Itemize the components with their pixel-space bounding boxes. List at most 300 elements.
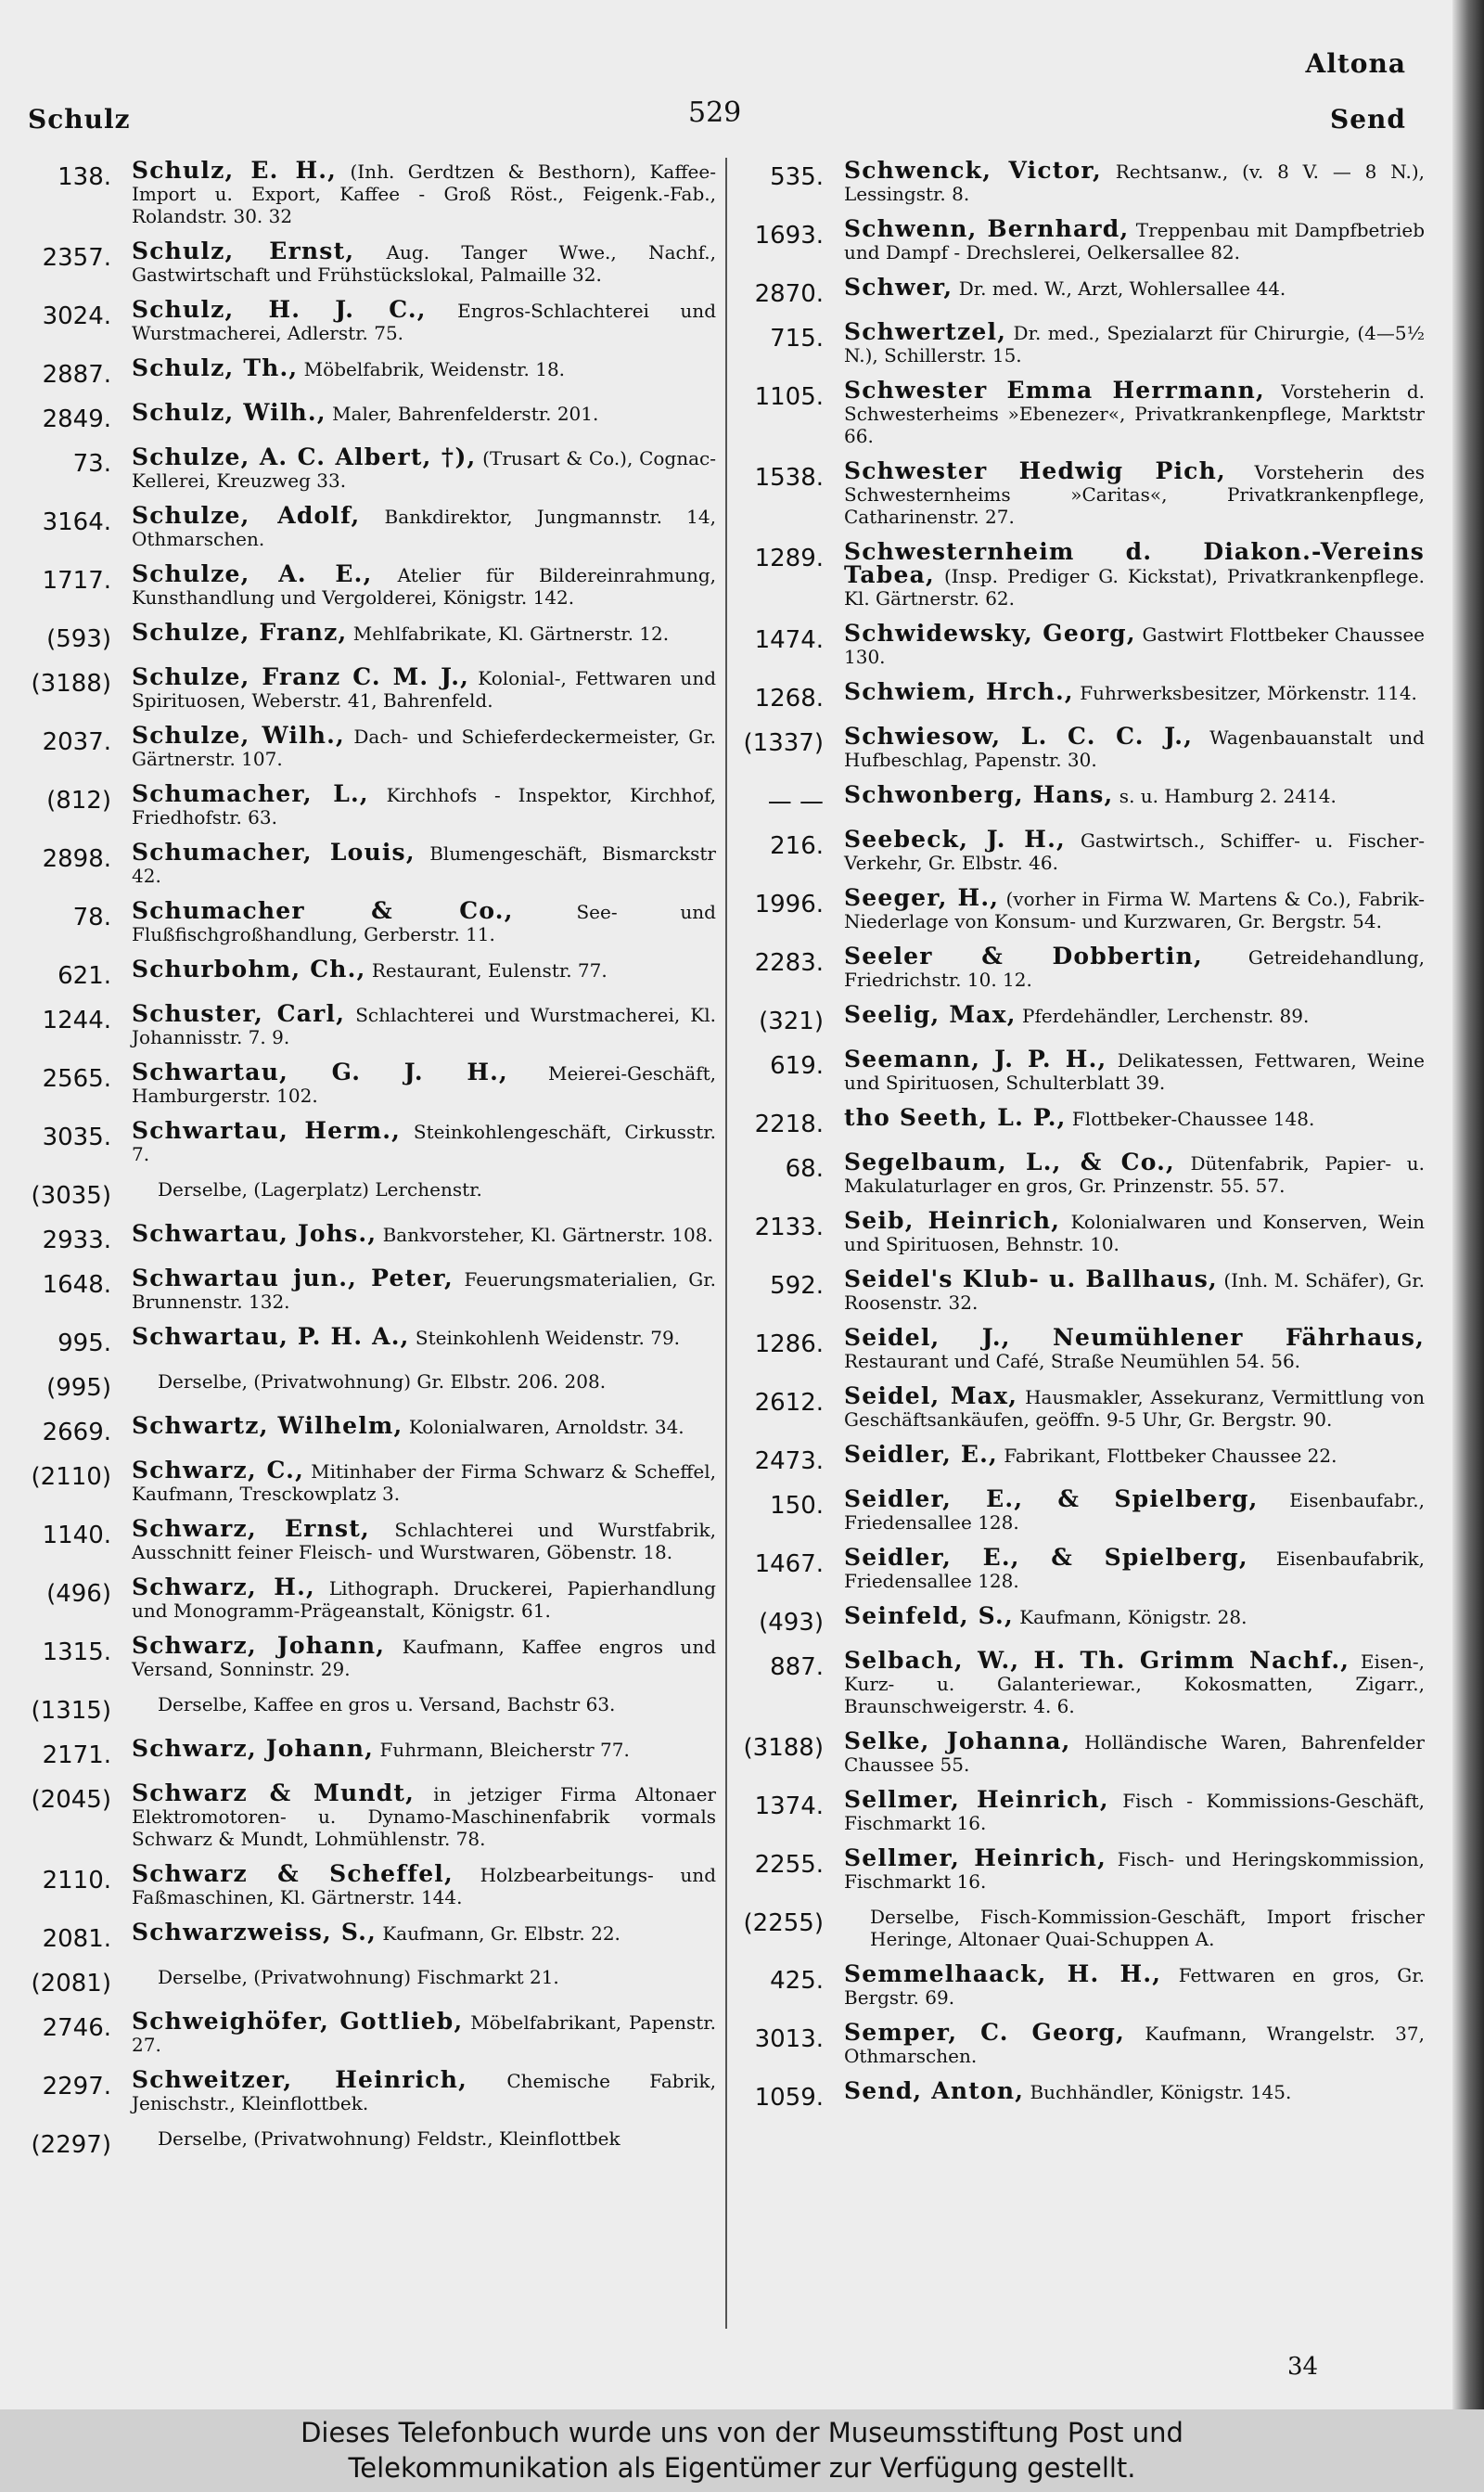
directory-entry xyxy=(19,157,716,227)
entry-text xyxy=(132,1693,716,1715)
entry-text xyxy=(844,1001,1425,1028)
phone-number: (493) xyxy=(759,1609,824,1637)
entry-text xyxy=(844,276,1425,300)
directory-entry xyxy=(19,619,716,653)
phone-number: 2746. xyxy=(42,2014,111,2042)
phone-number: (3188) xyxy=(31,670,111,698)
phone-number: 2898. xyxy=(42,845,111,873)
directory-entry xyxy=(733,781,1425,816)
entry-text xyxy=(132,157,716,227)
directory-entry xyxy=(19,1735,716,1769)
subscriber-name: Selke, Johanna, xyxy=(844,1728,1071,1754)
phone-number: 2887. xyxy=(42,361,111,389)
phone-number: (321) xyxy=(759,1008,824,1035)
subscriber-details: Fisch - Kommissions-Geschäft, Fischmarkt 16. xyxy=(844,1790,1425,1834)
subscriber-details: Pferdehändler, Lerchenstr. 89. xyxy=(1016,1005,1310,1027)
phone-number: 535. xyxy=(770,163,824,191)
entry-text xyxy=(132,1921,716,1945)
subscriber-name: Seidler, E., & Spielberg, xyxy=(844,1485,1259,1512)
entry-text xyxy=(844,379,1425,447)
subscriber-name: Schwartau jun., Peter, xyxy=(132,1265,454,1291)
directory-entry xyxy=(19,780,716,829)
subscriber-name: Seidel's Klub- u. Ballhaus, xyxy=(844,1265,1218,1292)
directory-entry xyxy=(733,1602,1425,1637)
subscriber-name: Schulz, E. H., xyxy=(132,157,338,184)
subscriber-name: Schulze, Wilh., xyxy=(132,722,345,749)
entry-text xyxy=(844,884,1425,932)
directory-entry xyxy=(19,240,716,286)
entry-text xyxy=(132,1267,716,1313)
subscriber-name: Schuster, Carl, xyxy=(132,1000,346,1027)
entry-text xyxy=(132,1735,716,1762)
subscriber-name: Schulz, Wilh., xyxy=(132,399,326,426)
subscriber-name: Schwarz, C., xyxy=(132,1457,304,1484)
subscriber-name: Schweighöfer, Gottlieb, xyxy=(132,2008,464,2035)
phone-number: 2171. xyxy=(42,1741,111,1769)
subscriber-name: Seidler, E., & Spielberg, xyxy=(844,1544,1248,1571)
subscriber-name: Seemann, J. P. H., xyxy=(844,1046,1107,1073)
subscriber-details: Derselbe, (Privatwohnung) Gr. Elbstr. 206. 208. xyxy=(158,1370,607,1393)
subscriber-name: Schwonberg, Hans, xyxy=(844,781,1114,808)
phone-number: 2081. xyxy=(42,1925,111,1953)
subscriber-details: Vorsteherin d. Schwesterheims »Ebenezer«, Privatkrankenpflege, Marktstr 66. xyxy=(844,380,1425,447)
phone-number: 2473. xyxy=(754,1447,824,1475)
subscriber-details: Fisch- und Heringskommission, Fischmarkt 16. xyxy=(844,1848,1425,1893)
subscriber-details: Buchhändler, Königstr. 145. xyxy=(1024,2081,1292,2103)
directory-entry xyxy=(733,884,1425,932)
subscriber-name: Schweitzer, Heinrich, xyxy=(132,2066,467,2093)
phone-number: 2612. xyxy=(754,1389,824,1417)
subscriber-details: Derselbe, Fisch-Kommission-Geschäft, Import frischer Heringe, Altonaer Quai-Schuppen A. xyxy=(870,1906,1425,1950)
subscriber-details: Lithograph. Druckerei, Papierhandlung und Monogramm-Prägeanstalt, Königstr. 61. xyxy=(132,1577,716,1622)
directory-entry xyxy=(19,1267,716,1313)
subscriber-details: Kaufmann, Wrangelstr. 37, Othmarschen. xyxy=(844,2023,1425,2067)
subscriber-details: Treppenbau mit Dampfbetrieb und Dampf - Drechslerei, Oelkersallee 82. xyxy=(844,219,1425,263)
entry-text xyxy=(132,780,716,829)
directory-entry xyxy=(733,1786,1425,1834)
phone-number: 2669. xyxy=(42,1419,111,1446)
entry-text xyxy=(844,1382,1425,1431)
directory-entry xyxy=(733,1048,1425,1094)
directory-entry xyxy=(19,1000,716,1048)
phone-number: (1337) xyxy=(743,729,824,757)
subscriber-name: Schulze, Adolf, xyxy=(132,502,361,529)
subscriber-name: Schwarz & Scheffel, xyxy=(132,1860,454,1887)
subscriber-details: Schlachterei und Wurstfabrik, Ausschnitt feiner Fleisch- und Wurstwaren, Göbenstr. 18. xyxy=(132,1519,716,1563)
directory-entry xyxy=(19,897,716,945)
directory-entry xyxy=(733,157,1425,205)
phone-number: 2218. xyxy=(754,1111,824,1138)
subscriber-details: Mitinhaber der Firma Schwarz & Scheffel, Kaufmann, Tresckowplatz 3. xyxy=(132,1460,716,1505)
subscriber-name: Schwarz, Johann, xyxy=(132,1632,386,1659)
subscriber-details: Kirchhofs - Inspektor, Kirchhof, Friedhofstr. 63. xyxy=(132,784,716,829)
subscriber-name: Schwarz, Johann, xyxy=(132,1735,375,1762)
entry-text xyxy=(844,1324,1425,1372)
phone-number: (2045) xyxy=(31,1786,111,1814)
subscriber-name: Schwenn, Bernhard, xyxy=(844,215,1130,242)
phone-number: 592. xyxy=(770,1272,824,1300)
directory-entry xyxy=(733,2077,1425,2112)
directory-entry xyxy=(19,443,716,492)
directory-entry xyxy=(733,1730,1425,1776)
subscriber-details: See- und Flußfischgroßhandlung, Gerberstr. 11. xyxy=(132,901,716,945)
subscriber-name: Schwiem, Hrch., xyxy=(844,678,1074,705)
directory-entry xyxy=(19,1515,716,1563)
directory-entry xyxy=(733,1647,1425,1717)
subscriber-details: Derselbe, (Privatwohnung) Feldstr., Kleinflottbek xyxy=(158,2127,620,2150)
entry-text xyxy=(844,457,1425,528)
subscriber-details: Gastwirt Flottbeker Chaussee 130. xyxy=(844,623,1425,668)
subscriber-name: Schulze, A. C. Albert, †), xyxy=(132,443,477,470)
phone-number: 1268. xyxy=(754,685,824,713)
directory-entry xyxy=(19,1370,716,1402)
directory-entry xyxy=(733,1844,1425,1893)
subscriber-name: Schwester Emma Herrmann, xyxy=(844,377,1265,404)
directory-entry xyxy=(733,1441,1425,1475)
subscriber-details: Derselbe, Kaffee en gros u. Versand, Bachstr 63. xyxy=(158,1693,616,1715)
entry-text xyxy=(844,318,1425,366)
phone-number: 2565. xyxy=(42,1065,111,1093)
entry-text xyxy=(844,723,1425,771)
entry-text xyxy=(844,1647,1425,1717)
subscriber-details: Blumengeschäft, Bismarckstr 42. xyxy=(132,842,716,887)
phone-number: (2081) xyxy=(31,1970,111,1997)
footer-line-2: Telekommunikation als Eigentümer zur Verfügung gestellt. xyxy=(348,2452,1136,2484)
subscriber-name: Selbach, W., H. Th. Grimm Nachf., xyxy=(844,1647,1350,1674)
subscriber-details: Eisen-, Kurz- u. Galanteriewar., Kokosmatten, Zigarr., Braunschweigerstr. 4. 6. xyxy=(844,1651,1425,1717)
entry-text xyxy=(844,2019,1425,2067)
phone-number: 1105. xyxy=(754,383,824,411)
phone-number: 2283. xyxy=(754,949,824,977)
entry-text xyxy=(132,1779,716,1850)
directory-entry xyxy=(19,1693,716,1725)
footer-line-1: Dieses Telefonbuch wurde uns von der Museumsstiftung Post und xyxy=(301,2417,1183,2448)
subscriber-details: Bankdirektor, Jungmannstr. 14, Othmarschen. xyxy=(132,506,716,550)
subscriber-details: Meierei-Geschäft, Hamburgerstr. 102. xyxy=(132,1062,716,1107)
phone-number: — — xyxy=(767,788,824,816)
directory-entry xyxy=(733,276,1425,308)
phone-number: 216. xyxy=(770,832,824,860)
phone-number: (1315) xyxy=(31,1697,111,1725)
directory-entry xyxy=(19,1323,716,1357)
phone-number: (2297) xyxy=(31,2131,111,2159)
entry-text xyxy=(132,1576,716,1622)
header-right-keyword: Send xyxy=(1330,104,1406,135)
subscriber-details: Schlachterei und Wurstmacherei, Kl. Johannisstr. 7. 9. xyxy=(132,1004,716,1048)
subscriber-details: Feuerungsmaterialien, Gr. Brunnenstr. 132. xyxy=(132,1268,716,1313)
subscriber-details: Dach- und Schieferdeckermeister, Gr. Gärtnerstr. 107. xyxy=(132,726,716,770)
page-code: 34 xyxy=(1287,2353,1319,2381)
directory-entry xyxy=(19,1061,716,1107)
directory-entry xyxy=(733,1960,1425,2009)
entry-text xyxy=(844,157,1425,205)
entry-text xyxy=(132,1323,716,1350)
entry-text xyxy=(844,1265,1425,1314)
phone-number: 1374. xyxy=(754,1792,824,1820)
directory-entry xyxy=(19,354,716,389)
subscriber-name: Schwarz & Mundt, xyxy=(132,1779,416,1806)
entry-text xyxy=(844,781,1425,808)
phone-number: 73. xyxy=(72,450,111,478)
subscriber-details: Flottbeker-Chaussee 148. xyxy=(1066,1108,1315,1130)
directory-entry xyxy=(19,560,717,609)
subscriber-details: Aug. Tanger Wwe., Nachf., Gastwirtschaft und Frühstückslokal, Palmaille 32. xyxy=(132,241,717,286)
phone-number: 2297. xyxy=(42,2073,111,2100)
subscriber-name: Seidel, J., Neumühlener Fährhaus, xyxy=(844,1324,1425,1351)
subscriber-details: Restaurant, Eulenstr. 77. xyxy=(365,959,608,982)
subscriber-name: Schwiesow, L. C. C. J., xyxy=(844,723,1194,750)
phone-number: 3164. xyxy=(42,508,111,536)
entry-text xyxy=(132,502,716,550)
entry-text xyxy=(844,826,1426,874)
entry-text xyxy=(844,1485,1425,1534)
subscriber-details: Fuhrwerksbesitzer, Mörkenstr. 114. xyxy=(1073,682,1417,704)
entry-text xyxy=(844,1048,1425,1094)
subscriber-details: s. u. Hamburg 2. 2414. xyxy=(1113,785,1337,807)
subscriber-name: Schwarz, H., xyxy=(132,1574,315,1600)
directory-entry xyxy=(733,318,1425,366)
phone-number: 1996. xyxy=(754,891,824,918)
subscriber-name: Schulze, Franz, xyxy=(132,619,348,646)
subscriber-details: Steinkohlenh Weidenstr. 79. xyxy=(409,1327,681,1349)
phone-number: 3035. xyxy=(42,1124,111,1151)
subscriber-details: Mehlfabrikate, Kl. Gärtnerstr. 12. xyxy=(347,623,670,645)
subscriber-details: Holländische Waren, Bahrenfelder Chaussee 55. xyxy=(844,1731,1425,1776)
subscriber-details: Hausmakler, Assekuranz, Vermittlung von Geschäftsankäufen, geöffn. 9-5 Uhr, Gr. Bergstr. 90. xyxy=(844,1386,1425,1431)
entry-text xyxy=(844,1544,1425,1592)
directory-entry xyxy=(733,1324,1425,1372)
directory-entry xyxy=(19,1921,716,1953)
subscriber-name: Sellmer, Heinrich, xyxy=(844,1844,1107,1871)
subscriber-details: Vorsteherin des Schwesternheims »Caritas«, Privatkrankenpflege, Catharinenstr. 27. xyxy=(844,461,1425,528)
directory-entry xyxy=(733,215,1425,263)
directory-entry xyxy=(733,1104,1425,1138)
phone-number: 78. xyxy=(72,904,111,931)
directory-entry xyxy=(733,1265,1425,1314)
entry-text xyxy=(132,1860,716,1908)
directory-entry xyxy=(19,1412,716,1446)
subscriber-details: Kaufmann, Gr. Elbstr. 22. xyxy=(377,1922,620,1945)
subscriber-details: Möbelfabrik, Weidenstr. 18. xyxy=(298,358,566,380)
directory-entry xyxy=(733,945,1425,991)
subscriber-name: Schwartau, P. H. A., xyxy=(132,1323,410,1350)
entry-text xyxy=(132,399,716,426)
directory-entry xyxy=(733,538,1425,610)
entry-text xyxy=(132,1515,716,1563)
subscriber-details: Delikatessen, Fettwaren, Weine und Spirituosen, Schulterblatt 39. xyxy=(844,1049,1425,1094)
phone-number: 2870. xyxy=(754,280,824,308)
subscriber-details: Kaufmann, Kaffee engros und Versand, Sonninstr. 29. xyxy=(132,1636,716,1680)
phone-number: 995. xyxy=(58,1329,111,1357)
phone-number: 2933. xyxy=(42,1227,111,1254)
subscriber-details: Engros-Schlachterei und Wurstmacherei, Adlerstr. 75. xyxy=(132,300,716,344)
subscriber-name: Schulze, Franz C. M. J., xyxy=(132,663,470,690)
entry-text xyxy=(132,841,716,887)
phone-number: 1648. xyxy=(42,1271,111,1299)
directory-entry xyxy=(733,457,1425,528)
subscriber-name: Send, Anton, xyxy=(844,2077,1025,2104)
subscriber-name: Schwenck, Victor, xyxy=(844,157,1102,184)
entry-text xyxy=(132,663,716,712)
subscriber-details: in jetziger Firma Altonaer Elektromotoren- u. Dynamo-Maschinenfabrik vormals Schwarz & Mundt, Lohmühlenstr. 78. xyxy=(132,1783,716,1850)
subscriber-name: Schwarzweiss, S., xyxy=(132,1919,377,1946)
entry-text xyxy=(844,2077,1425,2104)
phone-number: 1289. xyxy=(754,545,824,572)
subscriber-details: Möbelfabrikant, Papenstr. 27. xyxy=(132,2011,716,2056)
subscriber-details: Derselbe, (Privatwohnung) Fischmarkt 21. xyxy=(158,1966,559,1988)
directory-entry xyxy=(19,663,716,712)
subscriber-name: Schwartz, Wilhelm, xyxy=(132,1412,403,1439)
directory-entry xyxy=(19,1966,716,1997)
subscriber-name: Seeler & Dobbertin, xyxy=(844,943,1203,970)
subscriber-details: Bankvorsteher, Kl. Gärtnerstr. 108. xyxy=(377,1224,713,1246)
directory-entry xyxy=(733,826,1426,874)
subscriber-details: Gastwirtsch., Schiffer- u. Fischer-Verkehr, Gr. Elbstr. 46. xyxy=(844,829,1426,874)
subscriber-details: Dr. med. W., Arzt, Wohlersallee 44. xyxy=(953,277,1286,300)
phone-number: 68. xyxy=(785,1155,824,1183)
subscriber-details: Eisenbaufabrik, Friedensallee 128. xyxy=(844,1548,1425,1592)
phone-number: 2255. xyxy=(754,1851,824,1879)
subscriber-name: Schulz, Th., xyxy=(132,354,299,381)
directory-entry xyxy=(733,1207,1425,1255)
subscriber-details: Kolonialwaren, Arnoldstr. 34. xyxy=(403,1416,684,1438)
subscriber-name: Schwertzel, xyxy=(844,318,1007,345)
entry-text xyxy=(844,1602,1425,1629)
header-city: Altona xyxy=(1305,48,1406,79)
phone-number: (3035) xyxy=(31,1182,111,1210)
directory-entry xyxy=(19,722,716,770)
subscriber-details: Chemische Fabrik, Jenischstr., Kleinflottbek. xyxy=(132,2070,716,2114)
subscriber-name: Schulz, Ernst, xyxy=(132,238,355,264)
phone-number: 2037. xyxy=(42,728,111,756)
entry-text xyxy=(132,2127,716,2150)
directory-entry xyxy=(19,2010,716,2056)
subscriber-details: Restaurant und Café, Straße Neumühlen 54. 56. xyxy=(844,1350,1301,1372)
directory-entry xyxy=(733,1544,1425,1592)
phone-number: 1244. xyxy=(42,1007,111,1034)
subscriber-name: Schulze, A. E., xyxy=(132,560,373,587)
subscriber-name: Schwartau, Johs., xyxy=(132,1220,377,1247)
subscriber-name: Semper, C. Georg, xyxy=(844,2019,1126,2046)
subscriber-name: Segelbaum, L., & Co., xyxy=(844,1149,1175,1175)
page-number: 529 xyxy=(688,96,742,129)
entry-text xyxy=(132,1459,716,1505)
entry-text xyxy=(844,1207,1425,1255)
subscriber-details: (vorher in Firma W. Martens & Co.), Fabrik-Niederlage von Konsum- und Kurzwaren, Gr. Bergstr. 54. xyxy=(844,888,1425,932)
subscriber-name: Schumacher, Louis, xyxy=(132,839,416,866)
phone-number: 1315. xyxy=(42,1638,111,1666)
phone-number: (3188) xyxy=(743,1734,824,1762)
subscriber-name: Schwester Hedwig Pich, xyxy=(844,457,1226,484)
directory-entry xyxy=(19,1117,716,1165)
subscriber-details: (Trusart & Co.), Cognac-Kellerei, Kreuzweg 33. xyxy=(132,447,716,492)
directory-entry xyxy=(19,958,716,990)
entry-text xyxy=(844,620,1425,668)
phone-number: 2110. xyxy=(42,1867,111,1895)
entry-text xyxy=(844,1730,1425,1776)
phone-number: (2255) xyxy=(743,1909,824,1937)
left-column xyxy=(19,157,717,2172)
phone-number: 1140. xyxy=(42,1522,111,1549)
directory-entry xyxy=(19,296,716,344)
phone-number: 1693. xyxy=(754,222,824,250)
column-divider xyxy=(725,158,727,2329)
subscriber-details: Fuhrmann, Bleicherstr 77. xyxy=(374,1739,630,1761)
subscriber-name: Schwartau, G. J. H., xyxy=(132,1059,508,1085)
subscriber-details: Fettwaren en gros, Gr. Bergstr. 69. xyxy=(844,1964,1425,2009)
entry-text xyxy=(844,1151,1425,1197)
subscriber-name: Schumacher, L., xyxy=(132,780,369,807)
phone-number: (2110) xyxy=(31,1463,111,1491)
subscriber-details: Wagenbauanstalt und Hufbeschlag, Papenstr. 30. xyxy=(844,726,1425,771)
subscriber-details: Fabrikant, Flottbeker Chaussee 22. xyxy=(997,1445,1337,1467)
phone-number: 887. xyxy=(770,1653,824,1681)
entry-text xyxy=(844,945,1425,991)
phone-number: 2357. xyxy=(42,244,111,272)
entry-text xyxy=(132,958,716,982)
subscriber-details: Derselbe, (Lagerplatz) Lerchenstr. xyxy=(158,1178,482,1201)
directory-entry xyxy=(733,1485,1425,1534)
phone-number: 2133. xyxy=(754,1214,824,1241)
subscriber-details: Rechtsanw., (v. 8 V. — 8 N.), Lessingstr. 8. xyxy=(844,161,1425,205)
subscriber-details: Kaufmann, Königstr. 28. xyxy=(1013,1606,1247,1628)
entry-text xyxy=(844,538,1425,610)
subscriber-details: Eisenbaufabr., Friedensallee 128. xyxy=(844,1489,1425,1534)
phone-number: 3013. xyxy=(754,2025,824,2053)
entry-text xyxy=(844,1104,1425,1131)
directory-entry xyxy=(19,1632,716,1680)
directory-entry xyxy=(19,1220,716,1254)
directory-entry xyxy=(733,678,1425,713)
entry-text xyxy=(132,443,716,492)
subscriber-name: tho Seeth, L. P., xyxy=(844,1104,1067,1131)
entry-text xyxy=(844,1844,1425,1893)
entry-text xyxy=(132,1966,716,1988)
subscriber-details: Dr. med., Spezialarzt für Chirurgie, (4—5½ N.), Schillerstr. 15. xyxy=(844,322,1425,366)
entry-text xyxy=(844,1906,1425,1950)
entry-text xyxy=(132,560,717,609)
subscriber-name: Seeger, H., xyxy=(844,884,1000,911)
entry-text xyxy=(132,240,716,286)
directory-entry xyxy=(733,1001,1425,1035)
directory-entry xyxy=(19,502,716,550)
phone-number: 1474. xyxy=(754,626,824,654)
subscriber-details: Holzbearbeitungs- und Faßmaschinen, Kl. Gärtnerstr. 144. xyxy=(132,1864,716,1908)
directory-entry xyxy=(19,1779,716,1850)
subscriber-name: Semmelhaack, H. H., xyxy=(844,1960,1162,1987)
entry-text xyxy=(132,354,716,381)
phone-number: (593) xyxy=(46,625,111,653)
phone-number: 1286. xyxy=(754,1330,824,1358)
entry-text xyxy=(132,296,716,344)
subscriber-details: Steinkohlengeschäft, Cirkusstr. 7. xyxy=(132,1121,716,1165)
subscriber-details: Kolonial-, Fettwaren und Spirituosen, Weberstr. 41, Bahrenfeld. xyxy=(132,667,716,712)
entry-text xyxy=(132,1178,716,1201)
directory-entry xyxy=(19,1178,716,1210)
entry-text xyxy=(132,2066,716,2114)
entry-text xyxy=(132,897,716,945)
phone-number: (995) xyxy=(46,1374,111,1402)
directory-entry xyxy=(733,2019,1425,2067)
subscriber-name: Seelig, Max, xyxy=(844,1001,1017,1028)
directory-entry xyxy=(19,2066,716,2114)
directory-entry xyxy=(733,1382,1425,1431)
subscriber-name: Seidel, Max, xyxy=(844,1382,1018,1409)
entry-text xyxy=(132,2010,716,2056)
subscriber-details: Getreidehandlung, Friedrichstr. 10. 12. xyxy=(844,946,1425,991)
phone-number: (496) xyxy=(46,1580,111,1608)
phone-number: 1717. xyxy=(42,567,111,595)
